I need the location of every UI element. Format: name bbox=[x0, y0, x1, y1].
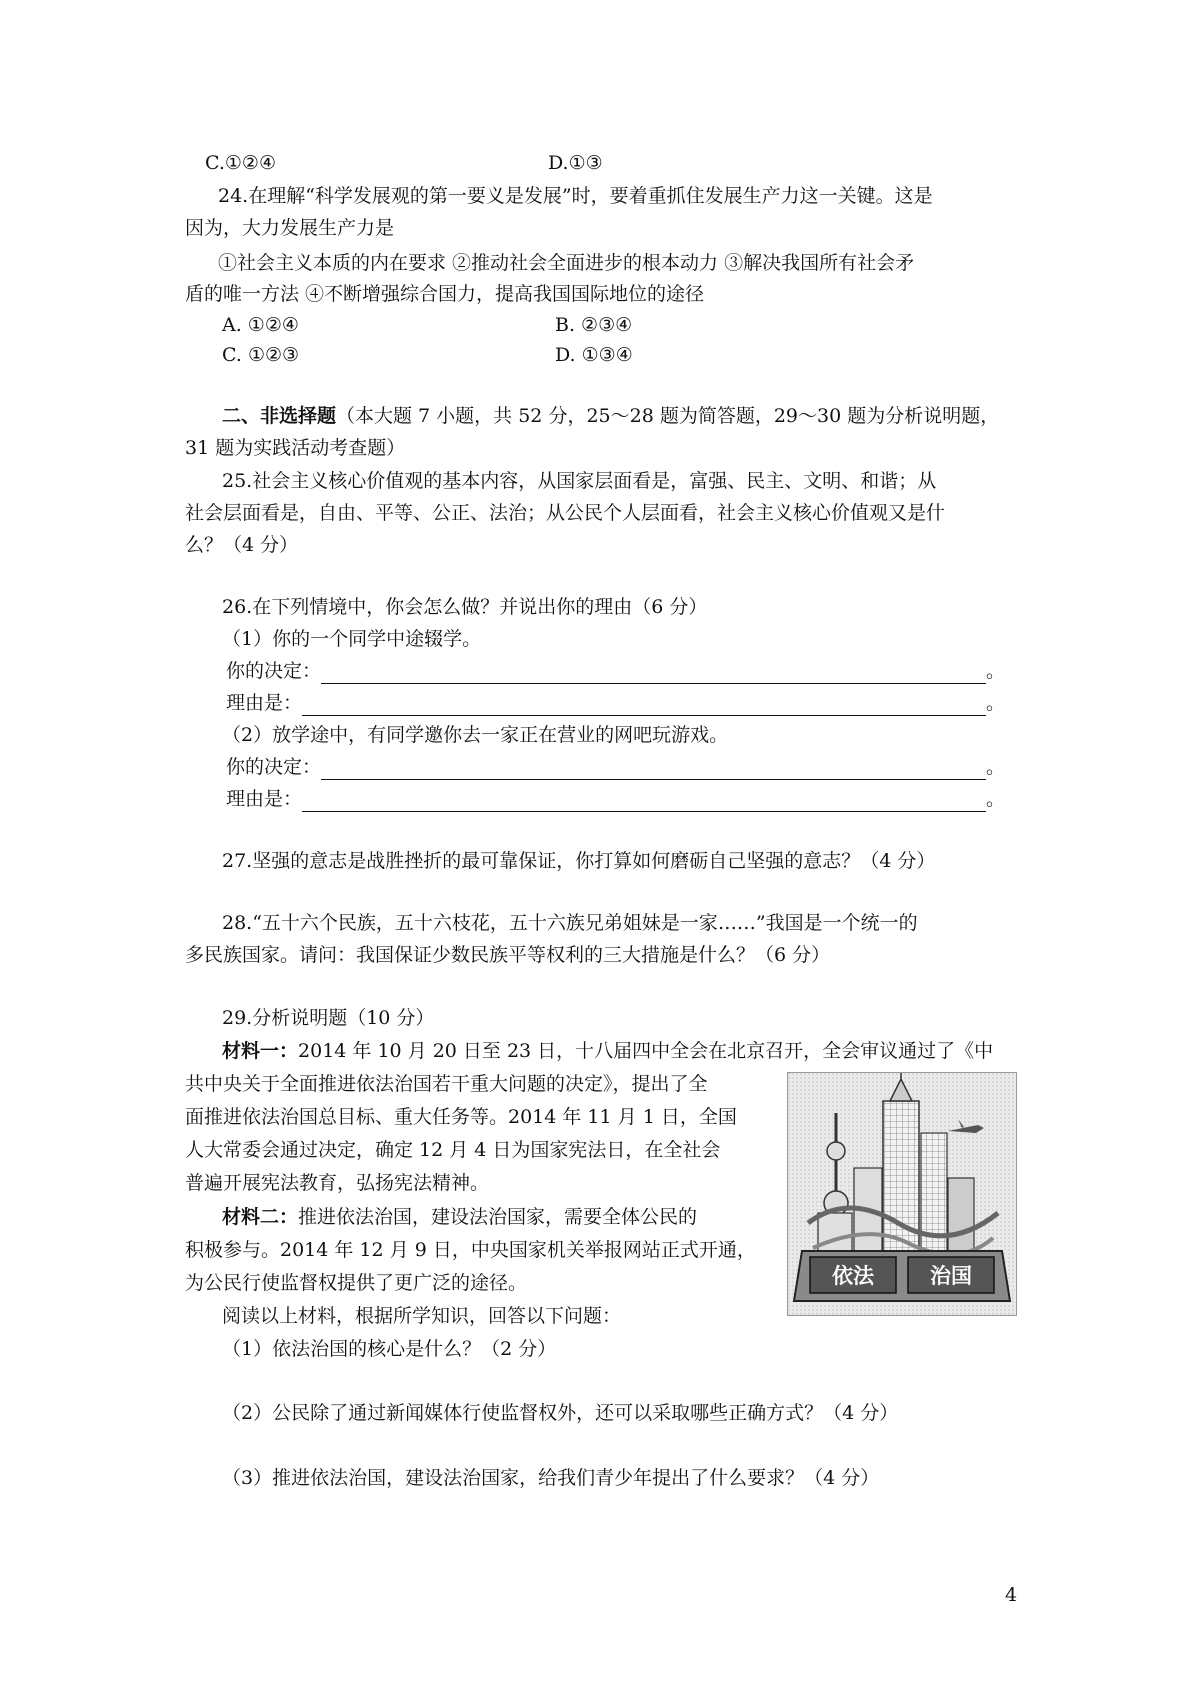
q29-m1-row1 bbox=[222, 1038, 993, 1064]
q29-m1-line2: 共中央关于全面推进依法治国若干重大问题的决定》，提出了全 bbox=[185, 1073, 708, 1095]
section2-desc-line1: （本大题 7 小题，共 52 分，25～28 题为简答题，29～30 题为分析说明题， bbox=[336, 405, 1000, 427]
q29-m2-label: 材料二： bbox=[222, 1206, 299, 1228]
q29-sub1: （1）依法治国的核心是什么？（2 分） bbox=[222, 1338, 557, 1360]
q29-sub2: （2）公民除了通过新闻媒体行使监督权外，还可以采取哪些正确方式？（4 分） bbox=[222, 1402, 899, 1424]
q25-line1: 25.社会主义核心价值观的基本内容，从国家层面看是，富强、民主、文明、和谐；从 bbox=[222, 470, 937, 492]
q29-m1-line3: 面推进依法治国总目标、重大任务等。2014 年 11 月 1 日，全国 bbox=[185, 1106, 737, 1128]
q29-title: 29.分析说明题（10 分） bbox=[222, 1007, 435, 1029]
page-number: 4 bbox=[1005, 1584, 1018, 1606]
q26-decision1-blank[interactable] bbox=[321, 663, 986, 684]
section2-desc-line2: 31 题为实践活动考查题） bbox=[185, 437, 406, 459]
q26-reason1-row bbox=[226, 690, 1005, 716]
q24-items-line1: ①社会主义本质的内在要求 ②推动社会全面进步的根本动力 ③解决我国所有社会矛 bbox=[218, 252, 915, 274]
q27-text: 27.坚强的意志是战胜挫折的最可靠保证，你打算如何磨砺自己坚强的意志？（4 分） bbox=[222, 850, 936, 872]
q29-m1-label: 材料一： bbox=[222, 1040, 299, 1062]
q28-line2: 多民族国家。请问：我国保证少数民族平等权利的三大措施是什么？（6 分） bbox=[185, 944, 831, 966]
q26-decision2-period: 。 bbox=[986, 756, 1006, 778]
q25-line3: 么？（4 分） bbox=[185, 534, 299, 556]
section2-header bbox=[222, 403, 999, 429]
q29-m2-line1: 推进依法治国，建设法治国家，需要全体公民的 bbox=[298, 1206, 698, 1228]
q26-reason2-label: 理由是： bbox=[226, 788, 303, 810]
q29-m2-line3: 为公民行使监督权提供了更广泛的途径。 bbox=[185, 1272, 528, 1294]
q24-option-c: C. ①②③ bbox=[222, 344, 300, 366]
image-sign-left: 依法 bbox=[832, 1264, 874, 1288]
q26-decision1-period: 。 bbox=[986, 660, 1006, 682]
q26-reason1-blank[interactable] bbox=[302, 695, 986, 716]
q24-option-a: A. ①②④ bbox=[222, 314, 299, 336]
q26-reason2-row bbox=[226, 786, 1005, 812]
q23-option-c: C.①②④ bbox=[205, 152, 276, 174]
q24-option-d: D. ①③④ bbox=[555, 344, 633, 366]
q26-decision2-blank[interactable] bbox=[321, 759, 986, 780]
q26-decision1-label: 你的决定： bbox=[226, 660, 322, 682]
q29-m1-line5: 普遍开展宪法教育，弘扬宪法精神。 bbox=[185, 1172, 490, 1194]
q24-items-line2: 盾的唯一方法 ④不断增强综合国力，提高我国国际地位的途径 bbox=[185, 283, 705, 305]
q29-m1-line1: 2014 年 10 月 20 日至 23 日，十八届四中全会在北京召开，全会审议通过了《中 bbox=[298, 1040, 994, 1062]
q23-option-d: D.①③ bbox=[548, 152, 603, 174]
q29-m2-row1 bbox=[222, 1204, 697, 1230]
q26-sub1: （1）你的一个同学中途辍学。 bbox=[222, 628, 482, 650]
q28-line1: 28.“五十六个民族，五十六枝花，五十六族兄弟姐妹是一家……”我国是一个统一的 bbox=[222, 912, 918, 934]
q26-sub2: （2）放学途中，有同学邀你去一家正在营业的网吧玩游戏。 bbox=[222, 724, 729, 746]
q26-decision1-row bbox=[226, 658, 1005, 684]
q26-decision2-row bbox=[226, 754, 1005, 780]
q26-reason1-period: 。 bbox=[986, 692, 1006, 714]
rule-of-law-illustration bbox=[787, 1072, 1017, 1316]
rule-of-law-cartoon-graphic bbox=[788, 1073, 1016, 1315]
q29-m1-line4: 人大常委会通过决定，确定 12 月 4 日为国家宪法日，在全社会 bbox=[185, 1139, 721, 1161]
q26-reason2-blank[interactable] bbox=[302, 791, 986, 812]
q24-option-b: B. ②③④ bbox=[555, 314, 633, 336]
image-sign-right: 治国 bbox=[930, 1264, 972, 1288]
q26-decision2-label: 你的决定： bbox=[226, 756, 322, 778]
q24-stem-line1: 24.在理解“科学发展观的第一要义是发展”时，要着重抓住发展生产力这一关键。这是 bbox=[218, 185, 933, 207]
q24-stem-line2: 因为，大力发展生产力是 bbox=[185, 217, 395, 239]
section2-title: 二、非选择题 bbox=[222, 405, 337, 427]
q29-sub3: （3）推进依法治国，建设法治国家，给我们青少年提出了什么要求？（4 分） bbox=[222, 1467, 880, 1489]
q26-stem: 26.在下列情境中，你会怎么做？并说出你的理由（6 分） bbox=[222, 596, 708, 618]
q26-reason2-period: 。 bbox=[986, 788, 1006, 810]
q25-line2: 社会层面看是，自由、平等、公正、法治；从公民个人层面看，社会主义核心价值观又是什 bbox=[185, 502, 946, 524]
q26-reason1-label: 理由是： bbox=[226, 692, 303, 714]
q29-prompt: 阅读以上材料，根据所学知识，回答以下问题： bbox=[222, 1305, 622, 1327]
q29-m2-line2: 积极参与。2014 年 12 月 9 日，中央国家机关举报网站正式开通， bbox=[185, 1239, 756, 1261]
